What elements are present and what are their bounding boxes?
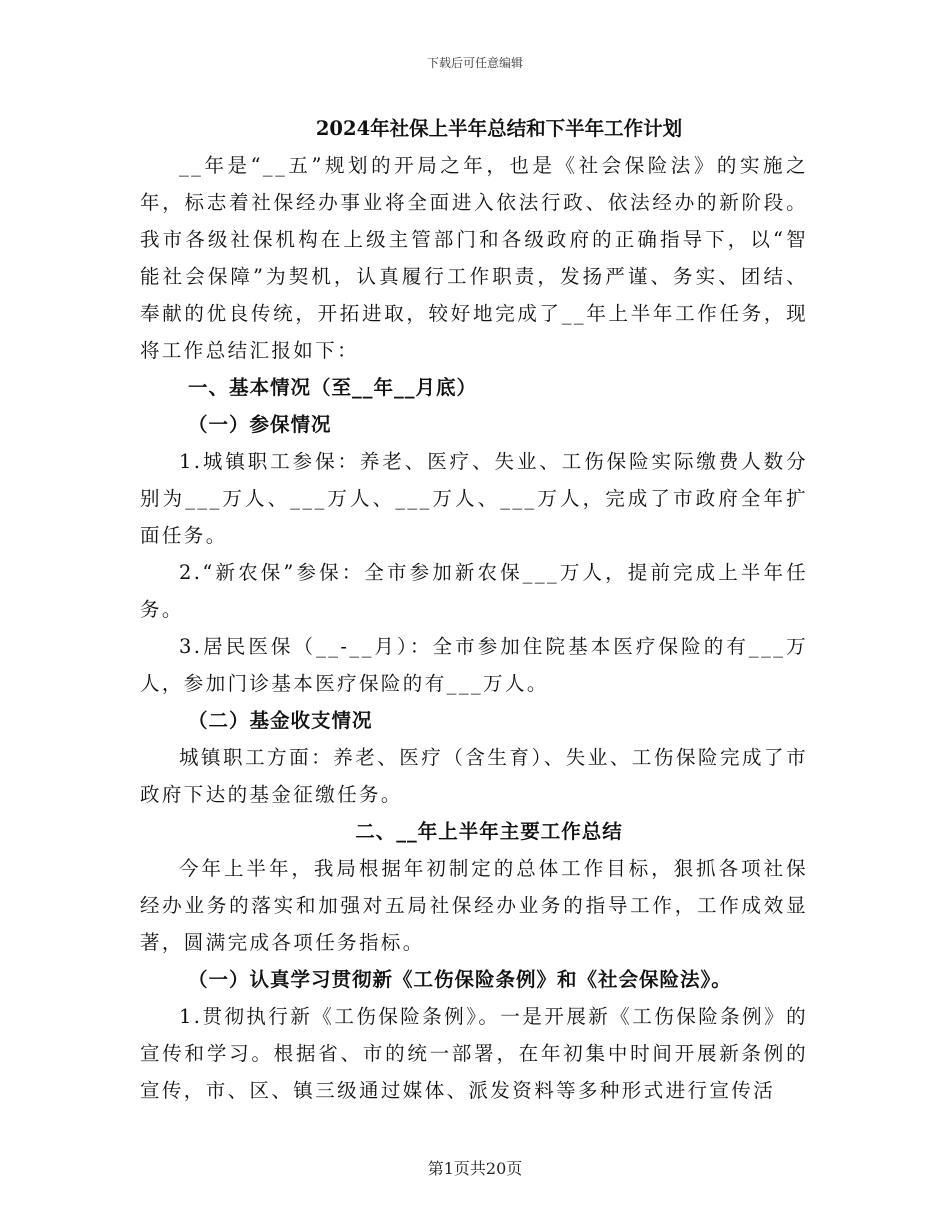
paragraph-new-rural-insurance: 2.“新农保”参保：全市参加新农保___万人，提前完成上半年任务。 <box>140 561 808 621</box>
page-header-note: 下载后可任意编辑 <box>426 56 523 70</box>
heading-basic-situation: 一、基本情况（至__年__月底） <box>188 376 478 399</box>
paragraph-implement-regulations: 1.贯彻执行新《工伤保险条例》。一是开展新《工伤保险条例》的宣传和学习。根据省、市的统一部署，在年初集中时间开展新条例的宣传，市、区、镇三级通过媒体、派发资料等多种形式进行宣传活 <box>140 1005 808 1102</box>
heading-enrollment: （一）参保情况 <box>188 413 332 436</box>
heading-study-regulations: （一）认真学习贯彻新《工伤保险条例》和《社会保险法》。 <box>188 968 732 991</box>
document-title: 2024年社保上半年总结和下半年工作计划 <box>315 117 683 140</box>
paragraph-fund-collection: 城镇职工方面：养老、医疗（含生育）、失业、工伤保险完成了市政府下达的基金征缴任务。 <box>140 746 808 806</box>
paragraph-intro: __年是“__五”规划的开局之年，也是《社会保险法》的实施之年，标志着社保经办事业将全面进入依法行政、依法经办的新阶段。我市各级社保机构在上级主管部门和各级政府的正确指导下，以“智能社会保障”为契机，认真履行工作职责，发扬严谨、务实、团结、奉献的优良传统，开拓进取，较好地完成了__年上半年工作任务，现将工作总结汇报如下： <box>140 154 808 362</box>
paragraph-resident-medical: 3.居民医保（__-__月）：全市参加住院基本医疗保险的有___万人，参加门诊基本医疗保险的有___万人。 <box>140 635 808 695</box>
heading-work-summary: 二、__年上半年主要工作总结 <box>355 820 623 843</box>
paragraph-urban-workers: 1.城镇职工参保：养老、医疗、失业、工伤保险实际缴费人数分别为___万人、___万人、___万人、___万人，完成了市政府全年扩面任务。 <box>140 450 808 547</box>
paragraph-summary-intro: 今年上半年，我局根据年初制定的总体工作目标，狠抓各项社保经办业务的落实和加强对五局社保经办业务的指导工作，工作成效显著，圆满完成各项任务指标。 <box>140 857 808 954</box>
heading-fund-income: （二）基金收支情况 <box>188 709 373 732</box>
page-number-footer: 第1页共20页 <box>427 1159 523 1178</box>
document-body <box>140 110 808 1109</box>
